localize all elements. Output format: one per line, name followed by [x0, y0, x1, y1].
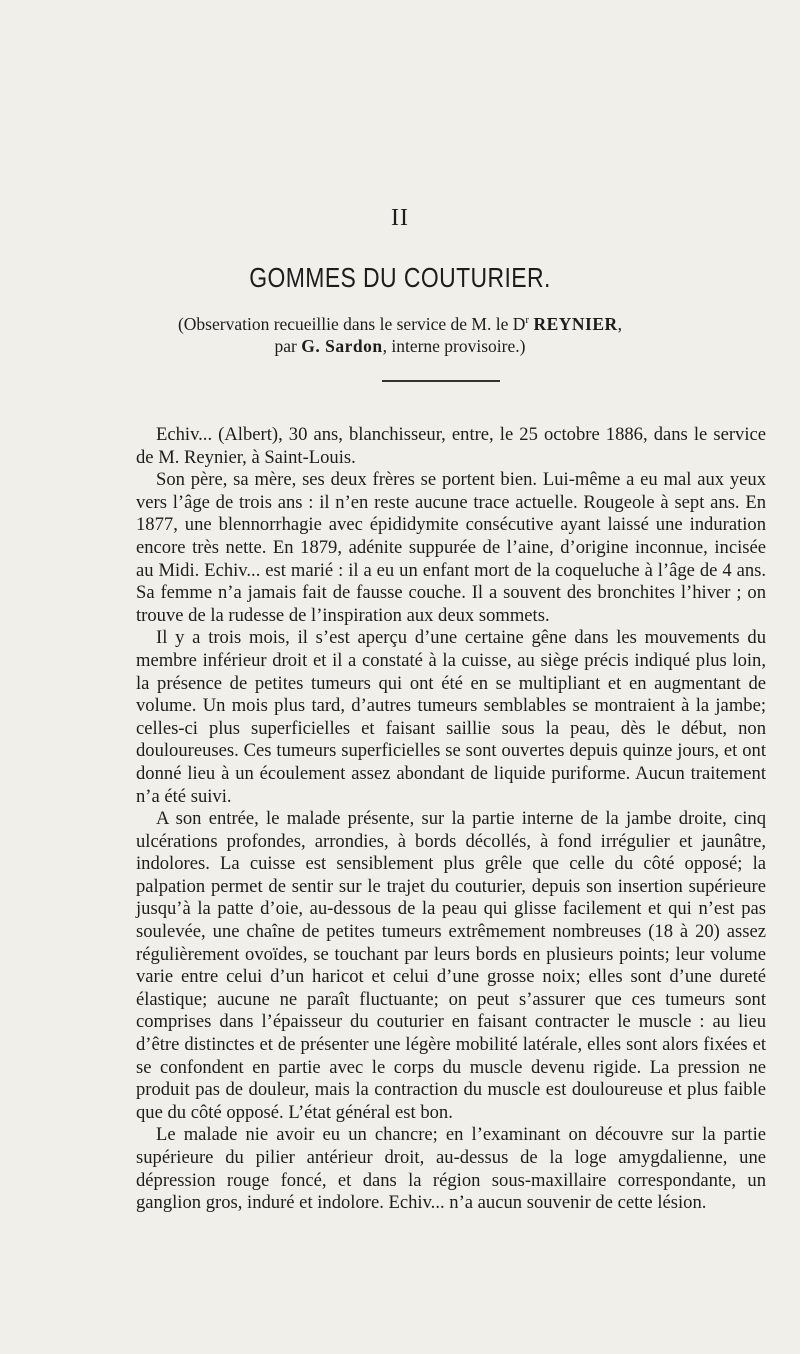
observation-author-name: G. Sardon	[301, 335, 383, 356]
observation-credit	[0, 309, 800, 357]
observation-line1-suffix: ,	[617, 313, 623, 334]
section-divider	[382, 380, 500, 382]
observation-line1-sup: r	[525, 314, 530, 326]
observation-line2-suffix: , interne provisoire.)	[382, 335, 526, 356]
section-numeral: II	[391, 205, 409, 231]
paragraph-3: Il y a trois mois, il s’est aperçu d’une certaine gêne dans les mouvements du membre inférieur droit et il a constaté à la cuisse, au siège précis indiqué plus loin, la présence de petites tumeurs qui ont été en se multipliant et en augmentant de volume. Un mois plus tard, d’autres tumeurs semblables se montraient à la jambe; celles-ci plus superficielles et faisant saillie sous la peau, dès le début, non douloureuses. Ces tumeurs superficielles se sont ouvertes depuis quinze jours, et ont donné lieu à un écoulement assez abondant de liquide puriforme. Aucun traitement n’a été suivi.	[136, 627, 766, 807]
observation-doctor-name: REYNIER	[533, 313, 618, 334]
paragraph-1: Echiv... (Albert), 30 ans, blanchisseur, entre, le 25 octobre 1886, dans le service de M. Reynier, à Saint-Louis.	[136, 424, 766, 468]
body-text	[136, 424, 766, 1215]
paragraph-4: A son entrée, le malade présente, sur la partie interne de la jambe droite, cinq ulcérations profondes, arrondies, à bords décollés, à fond irrégulier et jaunâtre, indolores. La cuisse est sensiblement plus grêle que celle du côté opposé; la palpation permet de sentir sur le trajet du couturier, depuis son insertion supérieure jusqu’à la patte d’oie, au-dessous de la peau qui glisse facilement et qui n’est pas soulevée, une chaîne de petites tumeurs extrêmement nombreuses (18 à 20) assez régulièrement ovoïdes, se touchant par leurs bords en plusieurs points; leur volume varie entre celui d’un haricot et celui d’une grosse noix; elles sont d’une dureté élastique; aucune ne paraît fluctuante; on peut s’assurer que ces tumeurs sont comprises dans l’épaisseur du couturier en faisant contracter le muscle : au lieu d’être distinctes et de présenter une légère mobilité latérale, elles sont alors fixées et se confondent en partie avec le corps du muscle devenu rigide. La pression ne produit pas de douleur, mais la contraction du muscle est douloureuse et plus faible que du côté opposé. L’état général est bon.	[136, 808, 766, 1123]
observation-line2-prefix: par	[274, 335, 302, 356]
paragraph-2: Son père, sa mère, ses deux frères se portent bien. Lui-même a eu mal aux yeux vers l’âge de trois ans : il n’en reste aucune trace actuelle. Rougeole à sept ans. En 1877, une blennorrhagie avec épididymite consécutive ayant laissé une induration encore très nette. En 1879, adénite suppurée de l’aine, d’origine inconnue, incisée au Midi. Echiv... est marié : il a eu un enfant mort de la coqueluche à l’âge de 4 ans. Sa femme n’a jamais fait de fausse couche. Il a souvent des bronchites l’hiver ; on trouve de la rudesse de l’inspiration aux deux sommets.	[136, 469, 766, 626]
observation-line-2	[0, 335, 800, 357]
observation-line-1	[0, 309, 800, 335]
section-title: GOMMES DU COUTURIER.	[249, 262, 551, 293]
observation-line1-prefix: (Observation recueillie dans le service de M. le D	[177, 313, 526, 334]
paragraph-5: Le malade nie avoir eu un chancre; en l’examinant on découvre sur la partie supérieure du pilier antérieur droit, au-dessus de la loge amygdalienne, une dépression rouge foncé, et dans la région sous-maxillaire correspondante, un ganglion gros, induré et indolore. Echiv... n’a aucun souvenir de cette lésion.	[136, 1124, 766, 1214]
